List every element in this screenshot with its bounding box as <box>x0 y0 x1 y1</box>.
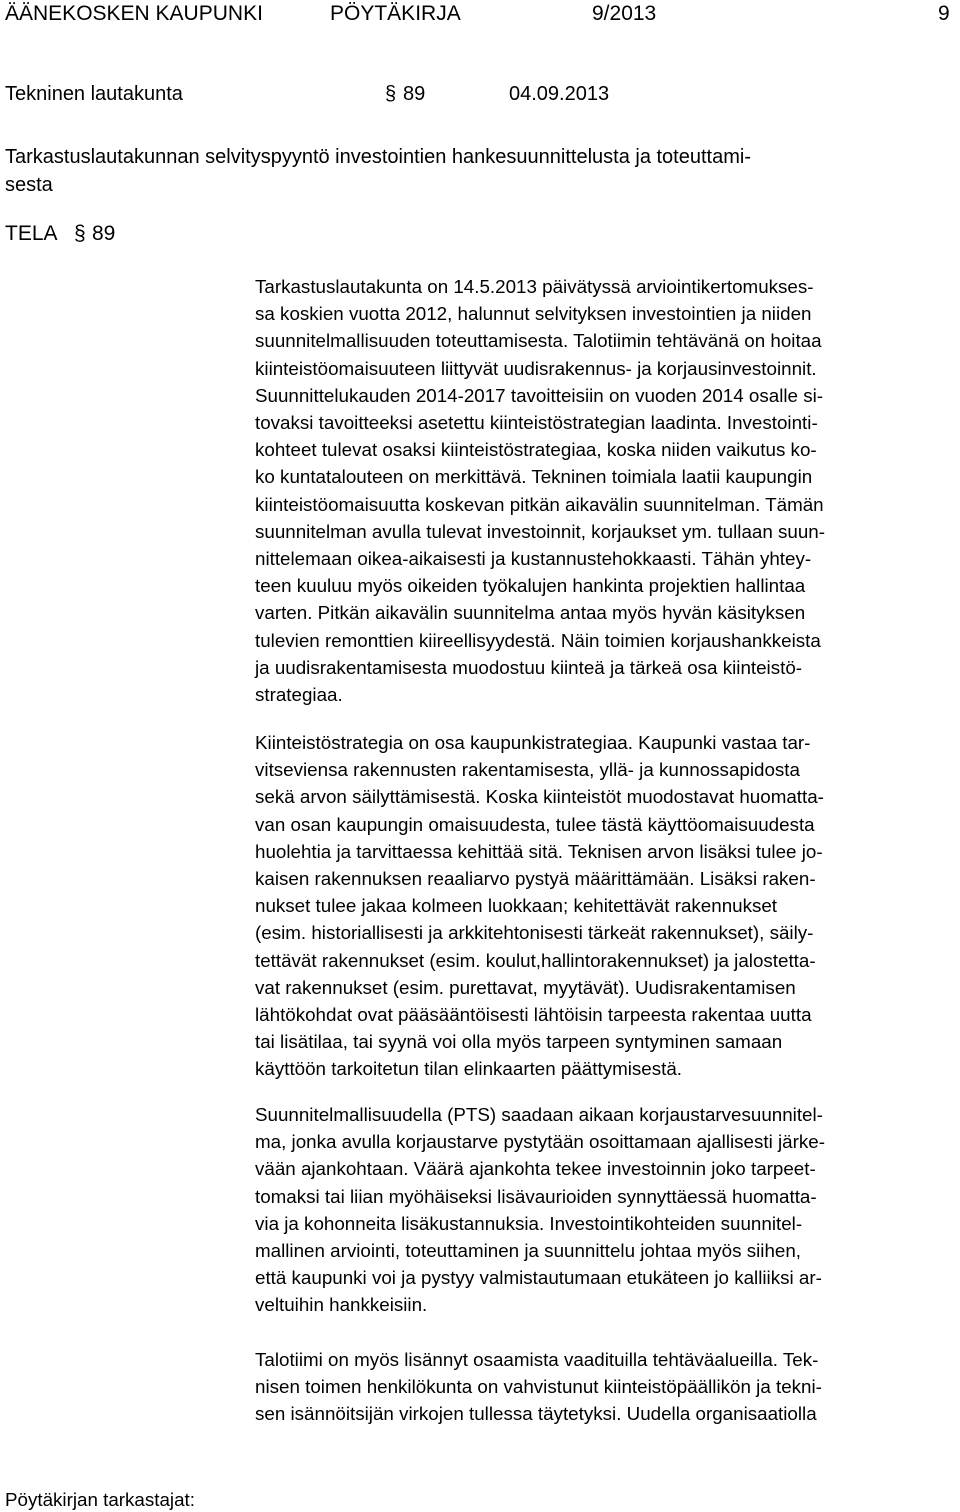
meeting-date: 04.09.2013 <box>509 83 610 105</box>
paragraph-line: vään ajankohtaan. Väärä ajankohta tekee investoinnin joko tarpeet- <box>255 1158 816 1180</box>
paragraph-line: tulevien remonttien kiireellisyydestä. Näin toimien korjaushankkeista <box>255 629 821 651</box>
paragraph-line: Kiinteistöstrategia on osa kaupunkistrategiaa. Kaupunki vastaa tar- <box>255 732 811 753</box>
paragraph-line: nisen toimen henkilökunta on vahvistunut kiinteistöpäällikön ja tekni- <box>255 1376 822 1398</box>
paragraph <box>255 729 955 1083</box>
paragraph-line: suunnitelmallisuuden toteuttamisesta. Talotiimin tehtävänä on hoitaa <box>255 330 822 352</box>
paragraph-line: lähtökohdat ovat pääsääntöisesti lähtöisin tarpeesta rakentaa uutta <box>255 1004 812 1026</box>
paragraph-line: suunnitelman avulla tulevat investoinnit, korjaukset ym. tullaan suun- <box>255 520 826 542</box>
document-type: PÖYTÄKIRJA <box>330 2 461 25</box>
paragraph-line: varten. Pitkän aikavälin suunnitelma antaa myös hyvän käsityksen <box>255 602 806 624</box>
paragraph-line: Suunnittelukauden 2014-2017 tavoitteisiin on vuoden 2014 osalle si- <box>255 384 824 406</box>
footer-label: Pöytäkirjan tarkastajat: <box>5 1489 195 1510</box>
paragraph-line: strategiaa. <box>255 684 343 706</box>
paragraph-line: käyttöön tarkoitetun tilan elinkaarten päättymisestä. <box>255 1058 682 1080</box>
paragraph-line: että kaupunki voi ja pystyy valmistautumaan etukäteen jo kalliiksi ar- <box>255 1267 822 1289</box>
paragraph-line: kiinteistöomaisuutta koskevan pitkän aikavälin suunnitelman. Tämän <box>255 493 824 515</box>
paragraph-line: tomaksi tai liian myöhäiseksi lisävaurioiden synnyttäessä huomatta- <box>255 1185 817 1207</box>
paragraph <box>255 273 955 708</box>
document-number: 9/2013 <box>592 2 657 25</box>
paragraph-line: sa koskien vuotta 2012, halunnut selvityksen investointien ja niiden <box>255 303 812 325</box>
paragraph-line: nukset tulee jakaa kolmeen luokkaan; kehitettävät rakennukset <box>255 895 778 917</box>
paragraph-line: huolehtia ja tarvittaessa kehittää sitä. Teknisen arvon lisäksi tulee jo- <box>255 840 823 862</box>
reference-section-symbol: § <box>74 222 86 245</box>
paragraph-line: tovaksi tavoitteeksi asetettu kiinteistöstrategian laadinta. Investointi- <box>255 412 818 434</box>
paragraph <box>255 1346 955 1428</box>
paragraph-line: Tarkastuslautakunta on 14.5.2013 päivätyssä arviointikertomukses- <box>255 276 814 297</box>
reference-label: TELA <box>5 222 58 245</box>
paragraph-line: kiinteistöomaisuuteen liittyvät uudisrakennus- ja korjausinvestoinnit. <box>255 357 817 379</box>
paragraph-line: ma, jonka avulla korjaustarve pystytään osoittamaan ajallisesti järke- <box>255 1131 825 1153</box>
paragraph-line: nittelemaan oikea-aikaisesti ja kustannustehokkaasti. Tähän yhtey- <box>255 548 812 570</box>
paragraph-line: vitseviensa rakennusten rakentamisesta, yllä- ja kunnossapidosta <box>255 759 800 781</box>
meeting-body: Tekninen lautakunta <box>5 83 183 105</box>
paragraph-line: sen isännöitsijän virkojen tullessa täytetyksi. Uudella organisaatiolla <box>255 1403 817 1425</box>
title-line: sesta <box>5 174 53 196</box>
organization-name: ÄÄNEKOSKEN KAUPUNKI <box>5 2 263 25</box>
paragraph-line: sekä arvon säilyttämisestä. Koska kiinteistöt muodostavat huomatta- <box>255 786 824 808</box>
document-title <box>5 143 805 199</box>
paragraph-line: kaisen rakennuksen reaaliarvo pystyä määrittämään. Lisäksi raken- <box>255 868 816 890</box>
paragraph-line: Talotiimi on myös lisännyt osaamista vaadituilla tehtäväalueilla. Tek- <box>255 1349 819 1370</box>
paragraph-line: kohteet tulevat osaksi kiinteistöstrategiaa, koska niiden vaikutus ko- <box>255 439 817 461</box>
section-symbol: § <box>385 83 397 105</box>
paragraph-line: ja uudisrakentamisesta muodostuu kiinteä ja tärkeä osa kiinteistö- <box>255 656 803 678</box>
paragraph-line: teen kuuluu myös oikeiden työkalujen hankinta projektien hallintaa <box>255 575 806 597</box>
paragraph-line: Suunnitelmallisuudella (PTS) saadaan aikaan korjaustarvesuunnitel- <box>255 1104 823 1125</box>
paragraph-line: ko kuntatalouteen on merkittävä. Tekninen toimiala laatii kaupungin <box>255 466 813 488</box>
paragraph-line: tettävät rakennukset (esim. koulut,hallintorakennukset) ja jalostetta- <box>255 949 816 971</box>
paragraph-line: van osan kaupungin omaisuudesta, tulee tästä käyttöomaisuudesta <box>255 813 815 835</box>
reference-number: 89 <box>92 222 116 245</box>
title-line: Tarkastuslautakunnan selvityspyyntö investointien hankesuunnittelusta ja toteuttami- <box>5 146 751 168</box>
page-number: 9 <box>938 2 950 25</box>
paragraph-line: mallinen arviointi, toteuttaminen ja suunnittelu johtaa myös siihen, <box>255 1240 802 1262</box>
paragraph-line: tai lisätilaa, tai syynä voi olla myös tarpeen syntyminen samaan <box>255 1031 783 1053</box>
paragraph <box>255 1101 955 1319</box>
section-number: 89 <box>403 83 426 105</box>
paragraph-line: veltuihin hankkeisiin. <box>255 1294 428 1316</box>
paragraph-line: (esim. historiallisesti ja arkkitehtonisesti tärkeät rakennukset), säily- <box>255 922 814 944</box>
paragraph-line: vat rakennukset (esim. purettavat, myytävät). Uudisrakentamisen <box>255 976 796 998</box>
paragraph-line: via ja kohonneita lisäkustannuksia. Investointikohteiden suunnitel- <box>255 1212 803 1234</box>
